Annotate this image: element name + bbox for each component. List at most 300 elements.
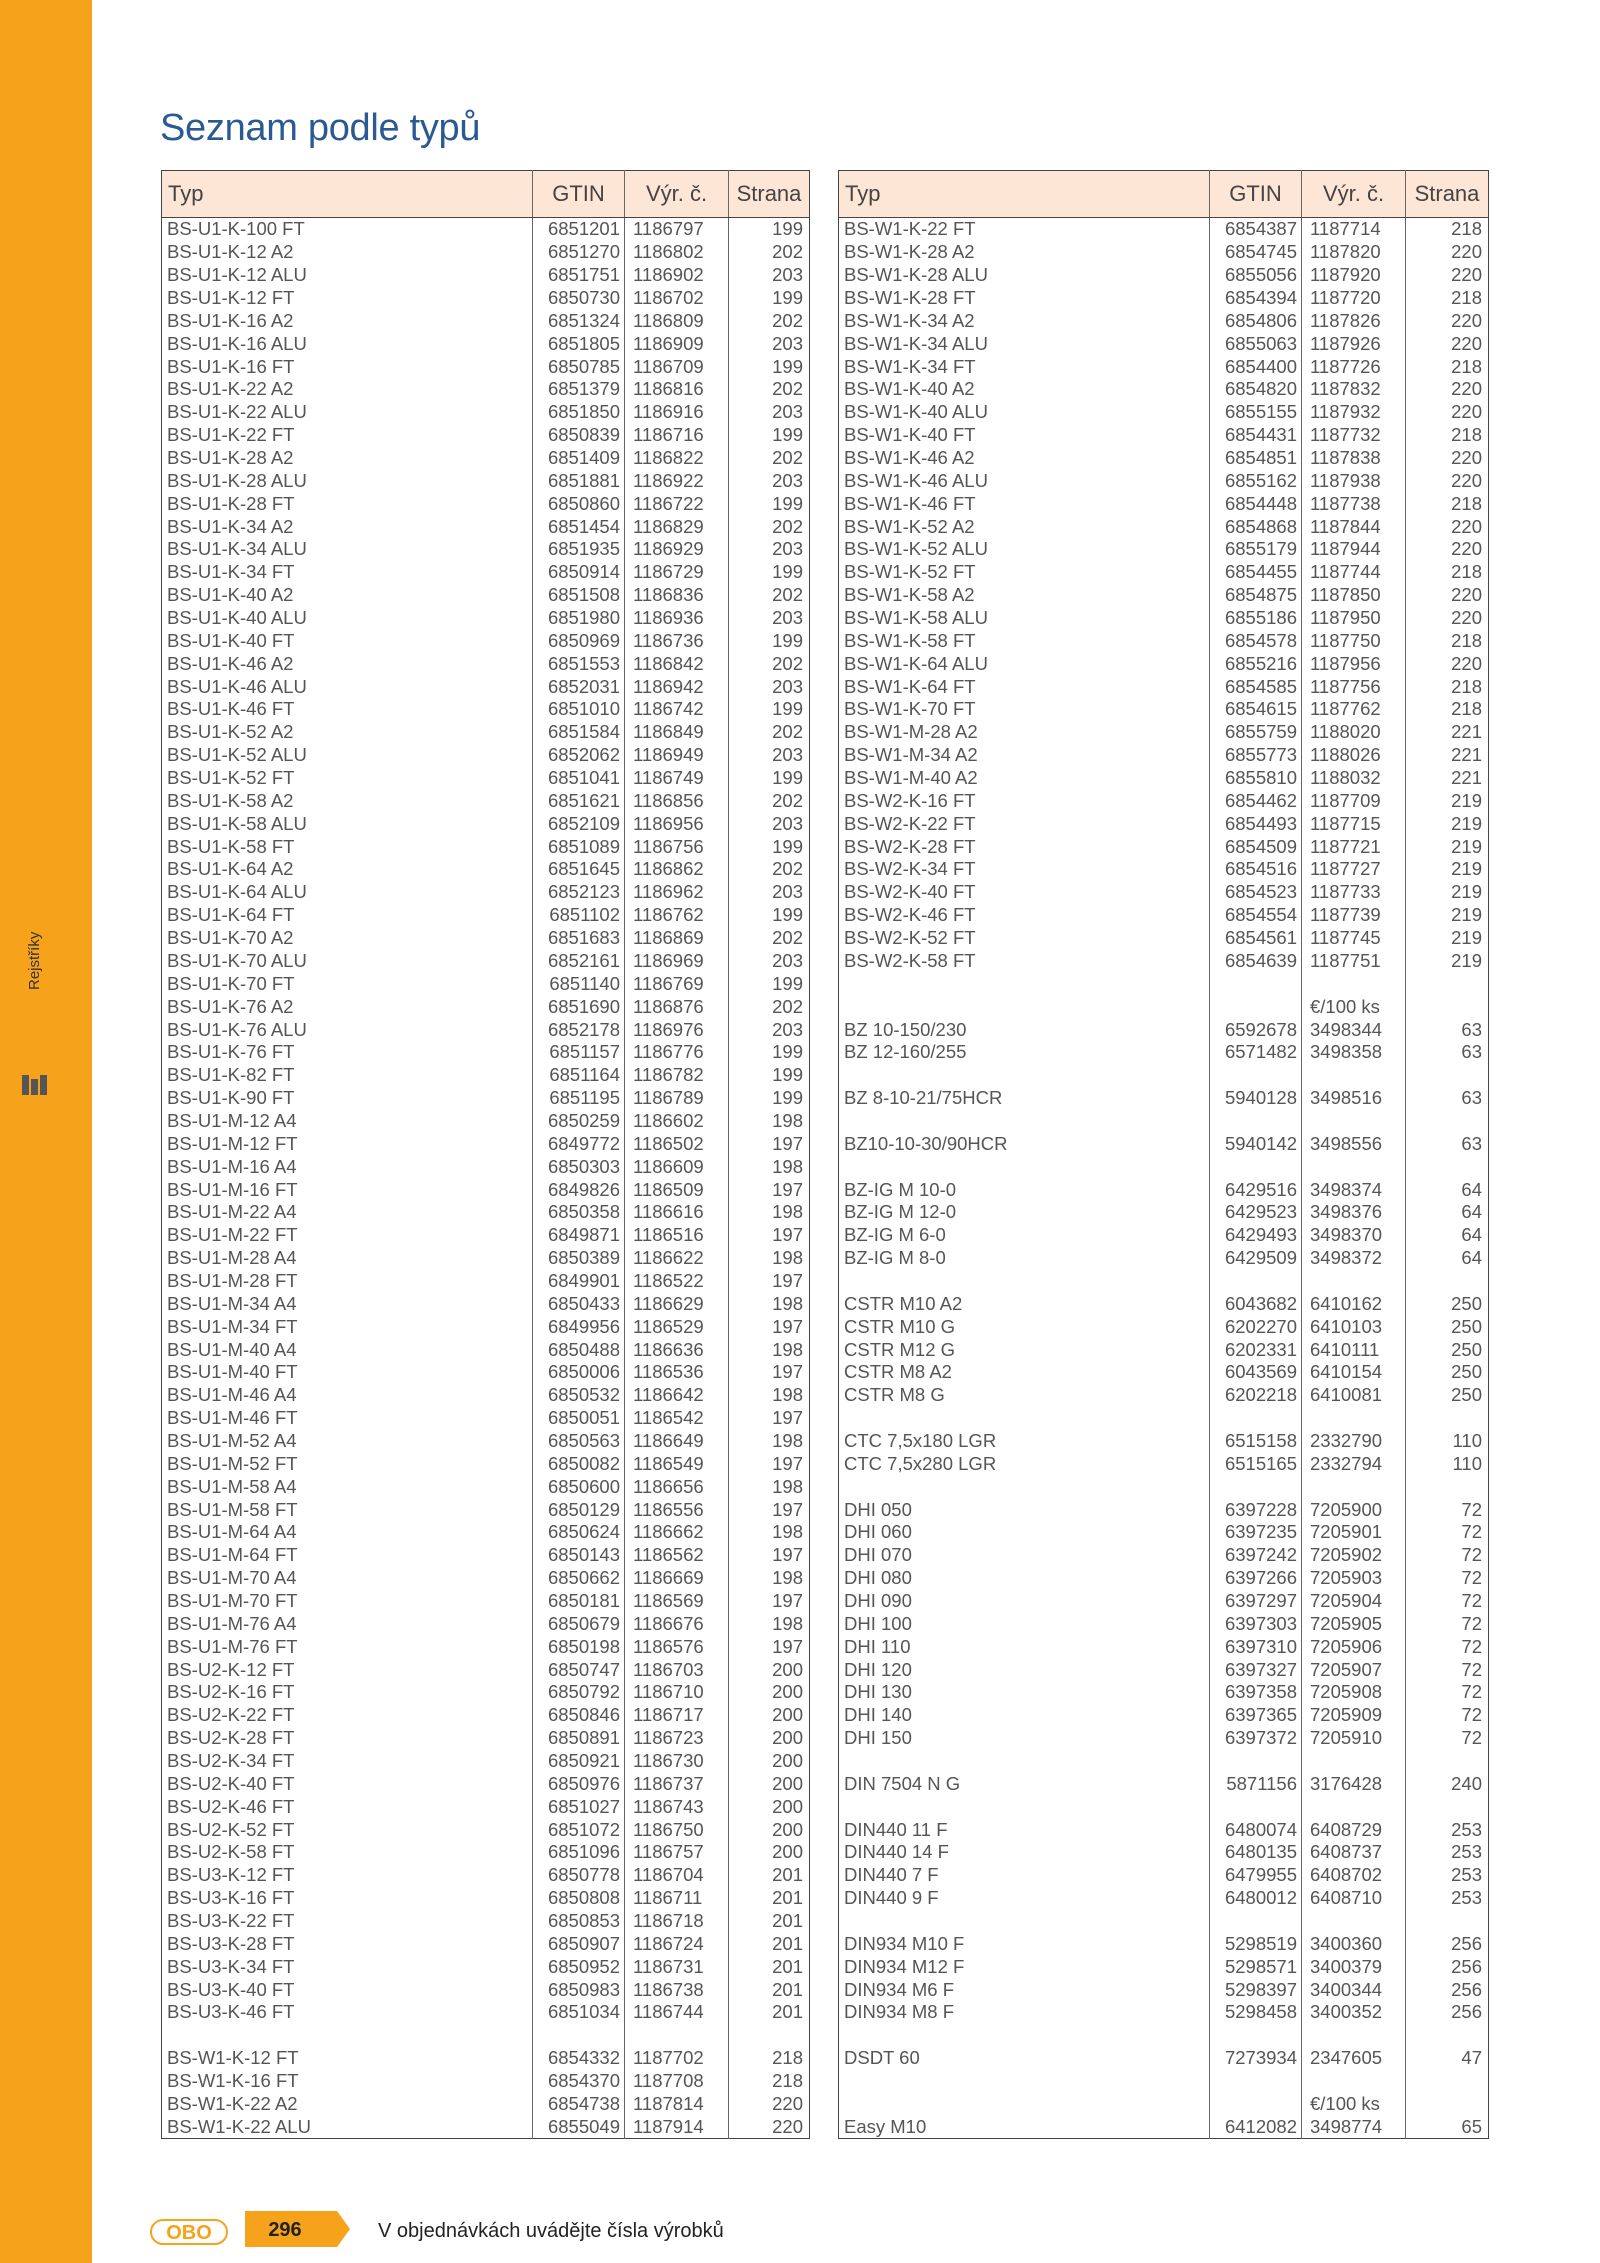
table-row	[839, 1155, 1489, 1178]
table-row	[162, 1498, 810, 1521]
article-cell: 1186976	[625, 1018, 729, 1041]
type-cell: BS-U2-K-58 FT	[162, 1841, 533, 1864]
page-cell: 198	[772, 1567, 803, 1589]
page-cell: 200	[772, 1681, 803, 1703]
page-title: Seznam podle typů	[160, 107, 481, 150]
type-cell: DHI 100	[839, 1612, 1210, 1635]
article-cell: 1187844	[1302, 515, 1406, 538]
page-cell: 203	[772, 538, 803, 560]
table-row	[839, 1750, 1489, 1773]
table-header-row	[162, 171, 810, 218]
table-row	[839, 1407, 1489, 1430]
table-row	[162, 927, 810, 950]
page-cell: 202	[772, 584, 803, 606]
gtin-cell: 6854431	[1210, 424, 1302, 447]
table-row	[162, 492, 810, 515]
gtin-cell	[1210, 1407, 1302, 1430]
gtin-cell: 6851935	[533, 538, 625, 561]
gtin-cell: 6043569	[1210, 1361, 1302, 1384]
table-row	[839, 1590, 1489, 1613]
page-cell	[1406, 1475, 1489, 1498]
gtin-cell: 6429516	[1210, 1178, 1302, 1201]
table-row	[839, 950, 1489, 973]
article-cell: 2332794	[1302, 1452, 1406, 1475]
page-cell: 201	[772, 1932, 803, 1954]
article-cell: 1186737	[625, 1772, 729, 1795]
table-row	[162, 1750, 810, 1773]
table-row	[839, 2024, 1489, 2047]
type-cell: CSTR M8 A2	[839, 1361, 1210, 1384]
gtin-cell	[1210, 1155, 1302, 1178]
gtin-cell: 6397297	[1210, 1590, 1302, 1613]
table-row	[839, 1704, 1489, 1727]
type-cell: BS-U1-K-58 ALU	[162, 812, 533, 835]
gtin-cell: 6855179	[1210, 538, 1302, 561]
gtin-cell: 6850181	[533, 1590, 625, 1613]
page-cell	[1406, 1750, 1489, 1773]
page-cell: 256	[1451, 1955, 1482, 1977]
table-row	[839, 1635, 1489, 1658]
article-cell: 1186729	[625, 561, 729, 584]
page-cell: 220	[1451, 332, 1482, 354]
page-cell: 72	[1461, 1704, 1482, 1726]
article-cell: 1186789	[625, 1087, 729, 1110]
gtin-cell: 6851195	[533, 1087, 625, 1110]
article-cell: 7205909	[1302, 1704, 1406, 1727]
page-cell: 201	[772, 2001, 803, 2023]
article-cell: 1187702	[625, 2047, 729, 2070]
article-cell: 1186956	[625, 812, 729, 835]
table-row	[162, 1224, 810, 1247]
table-row	[162, 1270, 810, 1293]
article-cell: 1186717	[625, 1704, 729, 1727]
type-cell	[839, 2092, 1210, 2115]
gtin-cell: 6850891	[533, 1727, 625, 1750]
page-cell: 240	[1451, 1772, 1482, 1794]
article-cell: €/100 ks	[1302, 2092, 1406, 2115]
page-cell: 219	[1451, 812, 1482, 834]
table-row	[839, 401, 1489, 424]
type-cell: BS-U1-K-70 A2	[162, 927, 533, 950]
article-cell: 1187750	[1302, 629, 1406, 652]
article-cell: 1187727	[1302, 858, 1406, 881]
page-cell: 72	[1461, 1612, 1482, 1634]
table-row	[839, 972, 1489, 995]
article-cell: 1186922	[625, 469, 729, 492]
gtin-cell: 6397235	[1210, 1521, 1302, 1544]
type-cell: BZ-IG M 12-0	[839, 1201, 1210, 1224]
page-cell: 203	[772, 675, 803, 697]
page-cell: 202	[772, 447, 803, 469]
article-cell: 3498358	[1302, 1041, 1406, 1064]
type-cell: BS-U1-M-34 FT	[162, 1315, 533, 1338]
type-cell: BS-W1-K-46 ALU	[839, 469, 1210, 492]
page-cell: 253	[1451, 1818, 1482, 1840]
article-cell: 1186942	[625, 675, 729, 698]
table-row	[162, 378, 810, 401]
article-cell: 1186822	[625, 447, 729, 470]
table-row	[839, 1247, 1489, 1270]
type-cell: BS-U1-K-82 FT	[162, 1064, 533, 1087]
page-cell: 221	[1451, 767, 1482, 789]
page-cell: 198	[772, 1247, 803, 1269]
gtin-cell: 6854509	[1210, 835, 1302, 858]
table-row	[162, 1087, 810, 1110]
gtin-cell: 6851034	[533, 2001, 625, 2024]
gtin-cell: 6854493	[1210, 812, 1302, 835]
page-cell: 199	[772, 767, 803, 789]
article-cell: 1186749	[625, 767, 729, 790]
article-cell: 1186556	[625, 1498, 729, 1521]
gtin-cell: 6854462	[1210, 789, 1302, 812]
page-number: 296	[268, 2219, 302, 2241]
type-cell: DIN440 9 F	[839, 1887, 1210, 1910]
page-cell: 197	[772, 1635, 803, 1657]
page-cell: 72	[1461, 1544, 1482, 1566]
type-cell: BS-U1-M-64 A4	[162, 1521, 533, 1544]
gtin-cell: 6850006	[533, 1361, 625, 1384]
article-cell: 1187826	[1302, 309, 1406, 332]
type-cell: BS-U3-K-12 FT	[162, 1864, 533, 1887]
page-cell: 200	[772, 1795, 803, 1817]
page-cell: 220	[772, 2092, 803, 2114]
table-row	[839, 1772, 1489, 1795]
article-cell: 1187721	[1302, 835, 1406, 858]
page-cell: 201	[772, 1978, 803, 2000]
article-cell: 1186516	[625, 1224, 729, 1247]
type-cell: BS-U1-K-58 A2	[162, 789, 533, 812]
page-cell: 110	[1452, 1429, 1482, 1451]
table-row	[839, 607, 1489, 630]
table-row	[162, 1064, 810, 1087]
type-cell: BS-W1-K-46 FT	[839, 492, 1210, 515]
gtin-cell: 6480074	[1210, 1818, 1302, 1841]
article-cell: 3400344	[1302, 1978, 1406, 2001]
article-cell: 1186710	[625, 1681, 729, 1704]
article-cell: 3498370	[1302, 1224, 1406, 1247]
gtin-cell: 6849871	[533, 1224, 625, 1247]
type-cell: CTC 7,5x180 LGR	[839, 1430, 1210, 1453]
page-cell: 199	[772, 1041, 803, 1063]
type-cell: BS-U1-K-70 FT	[162, 972, 533, 995]
type-cell: BS-W2-K-46 FT	[839, 904, 1210, 927]
gtin-cell: 6850853	[533, 1910, 625, 1933]
type-cell: BS-U1-K-22 ALU	[162, 401, 533, 424]
type-cell: BS-U3-K-46 FT	[162, 2001, 533, 2024]
page-cell: 201	[772, 1864, 803, 1886]
gtin-cell: 6854370	[533, 2070, 625, 2093]
table-row	[162, 1110, 810, 1133]
type-cell: BS-W1-K-52 FT	[839, 561, 1210, 584]
gtin-cell: 6851010	[533, 698, 625, 721]
gtin-cell: 6855216	[1210, 652, 1302, 675]
type-cell: BS-W2-K-58 FT	[839, 950, 1210, 973]
gtin-cell: 6397228	[1210, 1498, 1302, 1521]
type-cell: BS-U1-M-16 A4	[162, 1155, 533, 1178]
gtin-cell	[1210, 1750, 1302, 1773]
type-cell: BS-U1-K-12 A2	[162, 241, 533, 264]
article-cell: 1186642	[625, 1384, 729, 1407]
table-row	[162, 355, 810, 378]
type-cell: BS-U1-M-34 A4	[162, 1292, 533, 1315]
table-row	[162, 1521, 810, 1544]
type-cell: BS-U1-K-34 FT	[162, 561, 533, 584]
table-row	[839, 1818, 1489, 1841]
page-cell: 218	[772, 2070, 803, 2092]
gtin-cell: 5298571	[1210, 1955, 1302, 1978]
gtin-cell: 6849826	[533, 1178, 625, 1201]
page-cell: 203	[772, 881, 803, 903]
page-cell: 199	[772, 424, 803, 446]
table-row	[162, 1430, 810, 1453]
gtin-cell: 6855162	[1210, 469, 1302, 492]
gtin-cell: 6852161	[533, 950, 625, 973]
article-cell: 1187709	[1302, 789, 1406, 812]
page-cell	[1406, 1110, 1489, 1133]
table-row	[162, 1041, 810, 1064]
table-row	[162, 1978, 810, 2001]
table-row	[162, 675, 810, 698]
table-row	[839, 1955, 1489, 1978]
gtin-cell: 6851027	[533, 1795, 625, 1818]
page-cell: 202	[772, 515, 803, 537]
table-row	[839, 1887, 1489, 1910]
article-cell	[625, 2024, 729, 2047]
article-cell: 1187762	[1302, 698, 1406, 721]
type-cell	[839, 1270, 1210, 1293]
gtin-cell: 5940142	[1210, 1132, 1302, 1155]
type-cell: DIN934 M6 F	[839, 1978, 1210, 2001]
gtin-cell: 6849772	[533, 1132, 625, 1155]
gtin-cell	[1210, 1270, 1302, 1293]
page-cell: 201	[772, 1955, 803, 1977]
gtin-cell	[1210, 2070, 1302, 2093]
table-row	[162, 2024, 810, 2047]
table-row	[162, 287, 810, 310]
page-cell: 219	[1451, 949, 1482, 971]
table-row	[839, 1681, 1489, 1704]
gtin-cell: 6849956	[533, 1315, 625, 1338]
type-cell: BS-W1-K-16 FT	[162, 2070, 533, 2093]
type-cell	[839, 972, 1210, 995]
page-cell: 64	[1461, 1178, 1482, 1200]
type-cell: CSTR M10 A2	[839, 1292, 1210, 1315]
article-cell: 7205907	[1302, 1658, 1406, 1681]
table-row	[162, 1407, 810, 1430]
page-cell: 72	[1461, 1567, 1482, 1589]
article-cell: 1186736	[625, 629, 729, 652]
page-cell: 202	[772, 241, 803, 263]
page-cell: 203	[772, 607, 803, 629]
page-cell: 197	[772, 1132, 803, 1154]
type-cell: BS-W1-K-58 A2	[839, 584, 1210, 607]
table-row	[162, 1018, 810, 1041]
type-cell: BS-U1-K-70 ALU	[162, 950, 533, 973]
article-cell: 6408737	[1302, 1841, 1406, 1864]
gtin-cell: 6851584	[533, 721, 625, 744]
page-cell: 220	[1451, 607, 1482, 629]
type-cell: BS-U1-K-52 FT	[162, 767, 533, 790]
column-header-gtin: GTIN	[533, 171, 625, 218]
table-row	[162, 309, 810, 332]
article-cell	[1302, 1110, 1406, 1133]
type-cell: BS-U1-M-28 FT	[162, 1270, 533, 1293]
gtin-cell: 6854332	[533, 2047, 625, 2070]
table-row	[839, 1018, 1489, 1041]
gtin-cell: 6429509	[1210, 1247, 1302, 1270]
article-cell: 6410111	[1302, 1338, 1406, 1361]
article-cell: 1186716	[625, 424, 729, 447]
gtin-cell: 6850747	[533, 1658, 625, 1681]
type-cell: BS-W1-K-12 FT	[162, 2047, 533, 2070]
obo-logo	[150, 2217, 228, 2247]
type-cell: BS-W1-K-70 FT	[839, 698, 1210, 721]
article-cell	[1302, 972, 1406, 995]
article-cell: 3498556	[1302, 1132, 1406, 1155]
article-cell: 1186776	[625, 1041, 729, 1064]
table-row	[839, 241, 1489, 264]
page-cell: 198	[772, 1384, 803, 1406]
gtin-cell: 6850983	[533, 1978, 625, 2001]
type-cell: BS-U1-M-64 FT	[162, 1544, 533, 1567]
type-cell: BS-U1-K-34 A2	[162, 515, 533, 538]
table-row	[839, 1658, 1489, 1681]
table-row	[162, 835, 810, 858]
gtin-cell: 6851072	[533, 1818, 625, 1841]
type-cell: BS-U1-M-40 FT	[162, 1361, 533, 1384]
table-row	[839, 2115, 1489, 2138]
type-cell: BS-U2-K-22 FT	[162, 1704, 533, 1727]
article-cell: 1186609	[625, 1155, 729, 1178]
article-cell: 1187950	[1302, 607, 1406, 630]
page-cell	[729, 2024, 810, 2047]
table-row	[162, 629, 810, 652]
type-cell	[839, 1155, 1210, 1178]
type-cell: BS-U3-K-34 FT	[162, 1955, 533, 1978]
table-row	[839, 1795, 1489, 1818]
gtin-cell: 6854448	[1210, 492, 1302, 515]
type-cell: BS-U1-K-22 A2	[162, 378, 533, 401]
table-row	[839, 447, 1489, 470]
gtin-cell: 6850358	[533, 1201, 625, 1224]
type-cell: BS-W1-K-64 FT	[839, 675, 1210, 698]
type-cell: Easy M10	[839, 2115, 1210, 2138]
table-row	[162, 744, 810, 767]
gtin-cell	[1210, 2092, 1302, 2115]
page-cell: 220	[1451, 652, 1482, 674]
type-cell: BS-W1-K-58 FT	[839, 629, 1210, 652]
table-row	[839, 1384, 1489, 1407]
gtin-cell: 6854455	[1210, 561, 1302, 584]
article-cell: 6410162	[1302, 1292, 1406, 1315]
table-row	[162, 1452, 810, 1475]
gtin-cell: 6852062	[533, 744, 625, 767]
article-cell: 1186702	[625, 287, 729, 310]
gtin-cell: 6202218	[1210, 1384, 1302, 1407]
gtin-cell: 6850730	[533, 287, 625, 310]
table-row	[162, 241, 810, 264]
type-cell: BS-U1-K-52 A2	[162, 721, 533, 744]
page-cell: 218	[1451, 355, 1482, 377]
gtin-cell: 5871156	[1210, 1772, 1302, 1795]
gtin-cell: 6851096	[533, 1841, 625, 1864]
page-cell: 201	[772, 1910, 803, 1932]
article-cell: 1186962	[625, 881, 729, 904]
type-cell: BS-W1-K-64 ALU	[839, 652, 1210, 675]
article-cell	[1302, 1750, 1406, 1773]
page-cell: 197	[772, 1498, 803, 1520]
type-cell: BS-W1-K-22 ALU	[162, 2115, 533, 2138]
page-cell: 256	[1451, 1978, 1482, 2000]
type-cell: DIN934 M8 F	[839, 2001, 1210, 2024]
article-cell: 1187932	[1302, 401, 1406, 424]
gtin-cell: 6855049	[533, 2115, 625, 2138]
article-cell: 1187744	[1302, 561, 1406, 584]
page-cell: 65	[1461, 2115, 1482, 2137]
type-cell: DSDT 60	[839, 2047, 1210, 2070]
page-cell: 202	[772, 721, 803, 743]
table-row	[162, 1338, 810, 1361]
gtin-cell: 6202331	[1210, 1338, 1302, 1361]
table-row	[162, 1704, 810, 1727]
table-row	[839, 1224, 1489, 1247]
table-row	[162, 1818, 810, 1841]
article-cell: 3498372	[1302, 1247, 1406, 1270]
article-cell: 1187926	[1302, 332, 1406, 355]
gtin-cell: 6854738	[533, 2092, 625, 2115]
table-row	[839, 309, 1489, 332]
page-cell: 219	[1451, 904, 1482, 926]
type-cell: BS-W2-K-40 FT	[839, 881, 1210, 904]
table-row	[839, 2092, 1489, 2115]
article-cell: 1186562	[625, 1544, 729, 1567]
type-cell: BS-U1-K-64 FT	[162, 904, 533, 927]
article-cell: 1186676	[625, 1612, 729, 1635]
page-cell: 218	[1451, 424, 1482, 446]
table-row	[839, 2070, 1489, 2093]
table-row	[839, 515, 1489, 538]
page-cell: 198	[772, 1201, 803, 1223]
gtin-cell: 6850808	[533, 1887, 625, 1910]
table-row	[162, 881, 810, 904]
table-row	[162, 1635, 810, 1658]
table-row	[162, 584, 810, 607]
article-cell: 3400352	[1302, 2001, 1406, 2024]
article-cell: 6408710	[1302, 1887, 1406, 1910]
gtin-cell: 6850143	[533, 1544, 625, 1567]
article-cell: 7205910	[1302, 1727, 1406, 1750]
table-row	[162, 2047, 810, 2070]
article-cell: 1186509	[625, 1178, 729, 1201]
gtin-cell: 6854868	[1210, 515, 1302, 538]
type-cell: DIN934 M12 F	[839, 1955, 1210, 1978]
gtin-cell: 6851102	[533, 904, 625, 927]
page-cell: 220	[1451, 241, 1482, 263]
page-cell: 64	[1461, 1224, 1482, 1246]
gtin-cell: 6854394	[1210, 287, 1302, 310]
column-header-article: Výr. č.	[1302, 171, 1406, 218]
article-cell: 1186622	[625, 1247, 729, 1270]
gtin-cell: 6480012	[1210, 1887, 1302, 1910]
page-cell: 203	[772, 1018, 803, 1040]
table-row	[839, 1315, 1489, 1338]
article-cell: 1187720	[1302, 287, 1406, 310]
table-row	[839, 1978, 1489, 2001]
gtin-cell: 6851553	[533, 652, 625, 675]
page-cell: 200	[772, 1841, 803, 1863]
gtin-cell: 6855773	[1210, 744, 1302, 767]
page-cell: 253	[1451, 1864, 1482, 1886]
